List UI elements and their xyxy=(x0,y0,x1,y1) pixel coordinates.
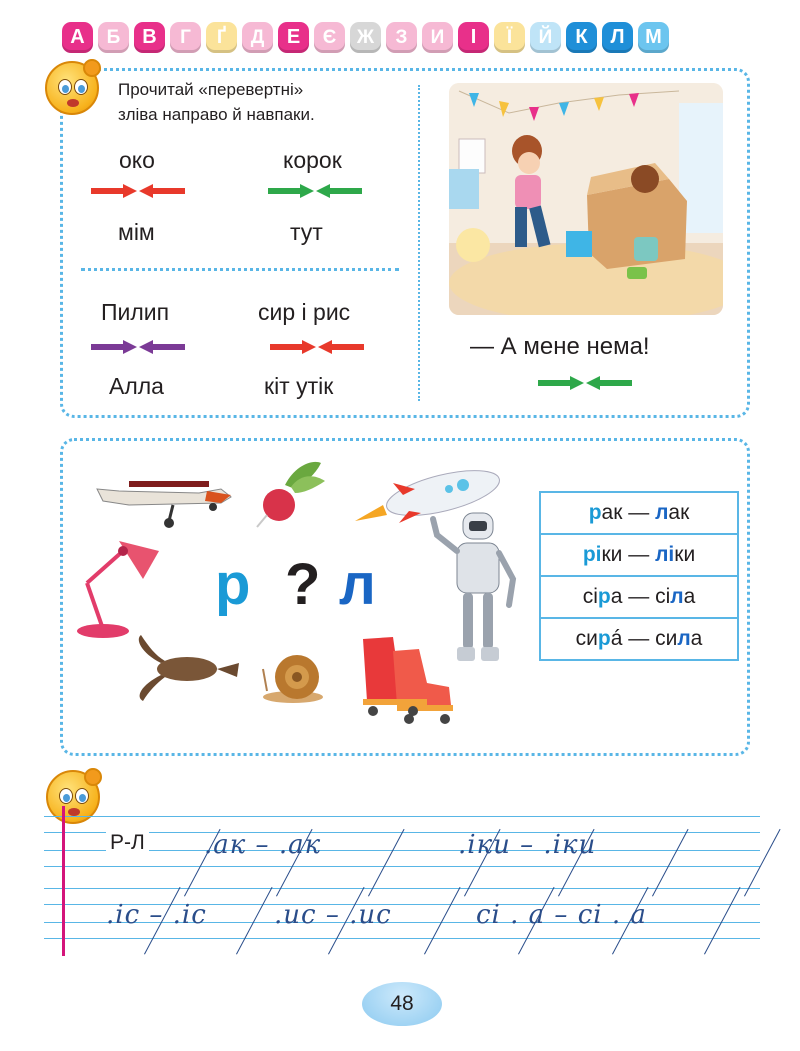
letter-r: р xyxy=(215,552,251,617)
alphabet-letter: Й xyxy=(530,22,561,53)
copy-text-line2-c: сі . а – сі . а xyxy=(476,900,647,930)
slant-guide-line xyxy=(424,887,461,955)
radish-icon xyxy=(255,455,331,529)
slant-guide-line xyxy=(652,829,689,897)
word-part: á xyxy=(610,627,623,650)
word-part: а xyxy=(690,627,703,650)
copy-text-line2-a: .іс – .іс xyxy=(106,900,207,930)
highlighted-letter: лі xyxy=(655,543,675,566)
bidirectional-arrows-icon xyxy=(89,339,187,355)
word-pair-row xyxy=(540,618,738,660)
bidirectional-arrows-icon xyxy=(268,339,366,355)
picture-caption: — А мене нема! xyxy=(470,333,650,360)
word-pairs-table xyxy=(539,491,739,661)
alphabet-letter: Ї xyxy=(494,22,525,53)
margin-line xyxy=(62,806,65,956)
thinking-emoji-icon xyxy=(45,61,99,115)
highlighted-letter: л xyxy=(677,627,691,650)
desk-lamp-icon xyxy=(73,531,173,641)
page-number: 48 xyxy=(362,982,442,1026)
word-tut: тут xyxy=(290,219,323,245)
word-part: ак xyxy=(668,501,690,524)
bidirectional-arrows-icon xyxy=(89,183,187,199)
word-pylyp: Пилип xyxy=(101,299,170,325)
alphabet-letter: Е xyxy=(278,22,309,53)
alphabet-letter: Ж xyxy=(350,22,381,53)
bidirectional-arrows-icon xyxy=(266,183,364,199)
alphabet-letter: Г xyxy=(170,22,201,53)
letter-l: л xyxy=(339,552,376,617)
slant-guide-line xyxy=(368,829,405,897)
alphabet-letter: Д xyxy=(242,22,273,53)
alphabet-letter: І xyxy=(458,22,489,53)
highlighted-letter: р xyxy=(597,627,611,650)
word-kit-utik: кіт утік xyxy=(264,373,334,399)
word-syr-i-rys: сир і рис xyxy=(258,299,351,325)
word-part: ак xyxy=(601,501,623,524)
copy-text-line1-a: .ак – .ак xyxy=(204,830,322,860)
dash: — xyxy=(622,501,656,524)
highlighted-letter: л xyxy=(670,585,684,608)
word-mim: мім xyxy=(118,219,155,245)
copy-text-line1-b: .іки – .іки xyxy=(458,830,597,860)
word-alla: Алла xyxy=(109,373,164,399)
dash: — xyxy=(622,627,656,650)
slant-guide-line xyxy=(704,887,741,955)
writing-label: Р-Л xyxy=(106,831,149,855)
word-part: сі xyxy=(582,585,598,608)
word-pair-row xyxy=(540,492,738,534)
highlighted-letter: рі xyxy=(582,543,602,566)
word-part: сі xyxy=(655,585,671,608)
bidirectional-arrows-icon xyxy=(536,375,634,391)
word-part: си xyxy=(575,627,598,650)
word-pair-cell xyxy=(540,618,738,660)
alphabet-letter: Ґ xyxy=(206,22,237,53)
alphabet-letter: Б xyxy=(98,22,129,53)
dash: — xyxy=(622,543,656,566)
word-pair-cell xyxy=(540,534,738,576)
instruction-line-1: Прочитай «перевертні» xyxy=(118,80,304,99)
word-part: ки xyxy=(601,543,623,566)
highlighted-letter: р xyxy=(597,585,611,608)
word-pair-row xyxy=(540,534,738,576)
word-korok: корок xyxy=(283,147,342,173)
alphabet-letter: А xyxy=(62,22,93,53)
section-divider xyxy=(81,268,399,271)
question-mark: ? xyxy=(285,552,321,617)
task-reversible-words-panel xyxy=(60,68,750,418)
girl-looking-for-hiding-boy-illustration xyxy=(449,83,723,315)
alphabet-letter: Є xyxy=(314,22,345,53)
robot-icon xyxy=(429,509,529,669)
snail-icon xyxy=(259,647,331,705)
highlighted-letter: р xyxy=(588,501,602,524)
dash: — xyxy=(622,585,656,608)
slant-guide-line xyxy=(236,887,273,955)
instruction-line-2: зліва направо й навпаки. xyxy=(118,105,315,124)
word-pair-row xyxy=(540,576,738,618)
word-pair-cell xyxy=(540,576,738,618)
slant-guide-line xyxy=(744,829,781,897)
alphabet-strip xyxy=(62,22,752,54)
alphabet-letter: К xyxy=(566,22,597,53)
copy-text-line2-b: .ис – .ис xyxy=(274,900,392,930)
handwriting-practice-lines xyxy=(44,806,760,956)
alphabet-letter: И xyxy=(422,22,453,53)
slant-guide-line xyxy=(184,829,221,897)
column-divider xyxy=(418,85,420,401)
word-pair-cell xyxy=(540,492,738,534)
alphabet-letter: В xyxy=(134,22,165,53)
task-r-l-letters-panel xyxy=(60,438,750,756)
alphabet-letter: З xyxy=(386,22,417,53)
word-part: ки xyxy=(674,543,696,566)
word-part: а xyxy=(683,585,696,608)
word-part: си xyxy=(655,627,678,650)
crayfish-icon xyxy=(131,633,243,703)
task-instruction xyxy=(118,77,315,127)
airplane-icon xyxy=(89,467,239,529)
alphabet-letter: М xyxy=(638,22,669,53)
highlighted-letter: л xyxy=(655,501,669,524)
word-oko: око xyxy=(119,147,155,173)
word-part: а xyxy=(610,585,623,608)
alphabet-letter: Л xyxy=(602,22,633,53)
